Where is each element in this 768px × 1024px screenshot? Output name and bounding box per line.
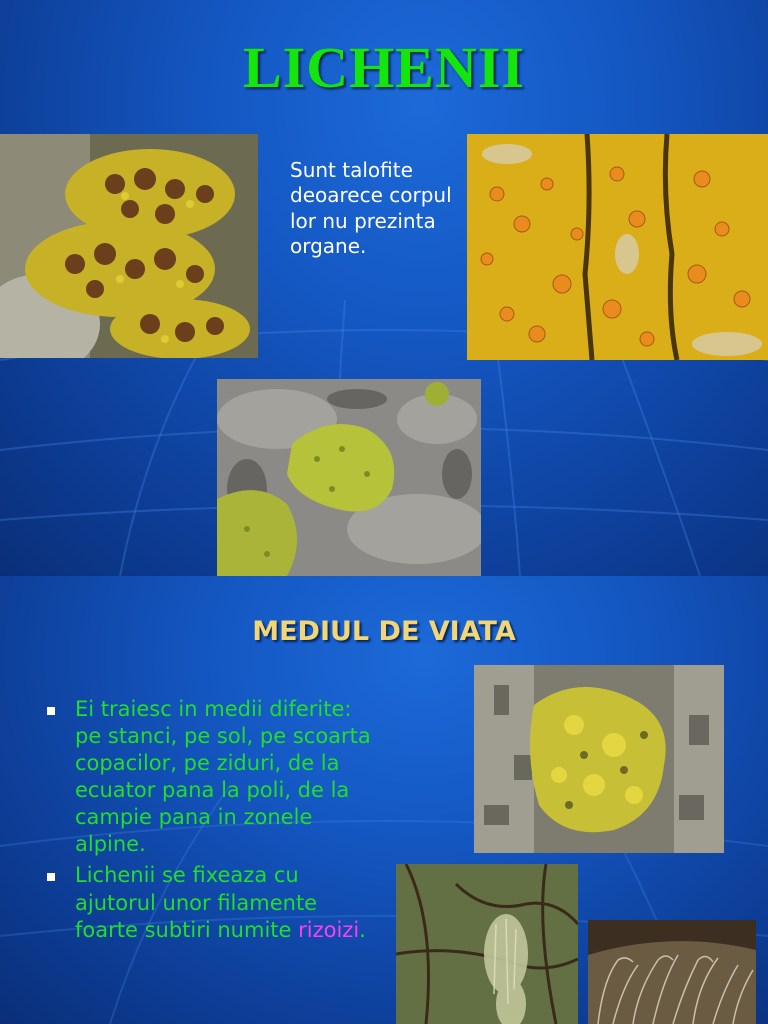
bullet-item-habitats [44, 696, 384, 858]
page-title: LICHENII [243, 35, 525, 100]
lichen-photo-brown-cups [0, 134, 258, 358]
highlight-term: rizoizi [298, 917, 360, 942]
bullet-list [44, 696, 384, 948]
lichen-photo-branches [396, 864, 578, 1024]
bullet-text: Ei traiesc in medii diferite: pe stanci, pe sol, pe scoarta copacilor, pe ziduri, de la ecuator pana la poli, de la campie pana in zonele alpine. [75, 697, 371, 857]
bullet-text: Lichenii se fixeaza cu ajutorul unor filamente foarte subtiri numite [75, 863, 318, 942]
lichen-photo-wall [474, 665, 724, 853]
section-title: MEDIUL DE VIATA [252, 616, 516, 647]
intro-text: Sunt talofite deoarece corpul lor nu prezinta organe. [290, 158, 452, 259]
square-bullet-icon [47, 707, 55, 715]
lichen-photo-rock [217, 379, 481, 576]
square-bullet-icon [47, 873, 55, 881]
bullet-text-end: . [359, 917, 366, 942]
lichen-photo-fruticose [588, 920, 756, 1024]
bullet-item-rhizoids [44, 862, 384, 943]
lichen-photo-yellow-bark [467, 134, 768, 360]
slide-mediul-de-viata [0, 576, 768, 1024]
